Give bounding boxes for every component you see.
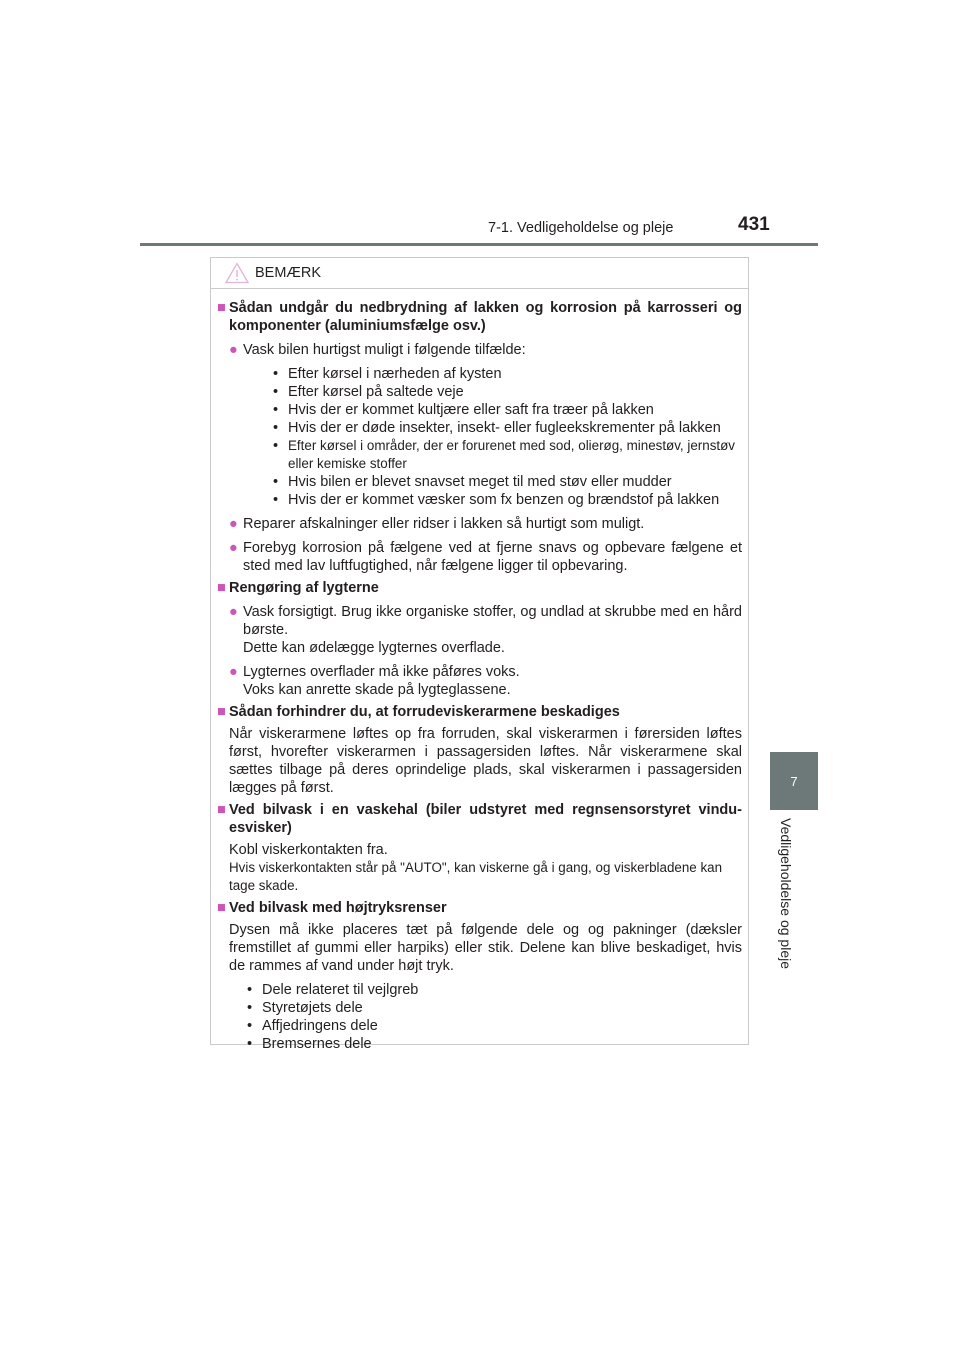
item-note: Voks kan anrette skade på lygteglassene. bbox=[243, 682, 511, 698]
square-bullet-icon: ■ bbox=[217, 704, 226, 720]
item-note: Dette kan ødelægge lygternes overflade. bbox=[243, 640, 505, 656]
item-text: Forebyg korrosion på fælgene ved at fjerne snavs og opbevare fælgene et sted med lav luftfugtighed, når fælgene ligger til opbevaring. bbox=[243, 540, 742, 574]
square-bullet-icon: ■ bbox=[217, 802, 226, 818]
header-section-title: 7-1. Vedligeholdelse og pleje bbox=[488, 220, 674, 236]
square-bullet-icon: ■ bbox=[217, 580, 226, 596]
section-title: Rengøring af lygterne bbox=[229, 580, 379, 596]
sub-bullet: • Dele relateret til vejlgreb bbox=[247, 982, 419, 998]
circle-bullet-icon: ● bbox=[229, 604, 238, 620]
sub-bullet: • Hvis der er kommet væsker som fx benzen og brændstof på lakken bbox=[273, 492, 720, 508]
sub-bullet: • Efter kørsel i områder, der er forurenet med sod, olierøg, minestøv, jernstøv eller kemiske stoffer bbox=[273, 438, 735, 471]
sub-bullet: • Efter kørsel i nærheden af kysten bbox=[273, 366, 502, 382]
item-text: Lygternes overflader må ikke påføres voks. bbox=[243, 664, 520, 680]
circle-bullet-icon: ● bbox=[229, 664, 238, 680]
square-bullet-icon: ■ bbox=[217, 900, 226, 916]
section-title: Ved bilvask i en vaskehal (biler udstyret med regnsensorstyret vinduesvisker) bbox=[229, 802, 742, 836]
sub-bullet: • Hvis der er kommet kultjære eller saft fra træer på lakken bbox=[273, 402, 654, 418]
circle-bullet-icon: ● bbox=[229, 342, 238, 358]
list-item bbox=[229, 341, 742, 509]
section-paragraph: Hvis viskerkontakten står på "AUTO", kan viskerne gå i gang, og viskerbladene kan tage skade. bbox=[229, 860, 723, 893]
header-rule bbox=[140, 243, 818, 246]
list-item bbox=[229, 663, 742, 699]
page-number: 431 bbox=[738, 214, 770, 235]
list-item bbox=[229, 603, 742, 657]
section-title: Sådan forhindrer du, at forrudeviskerarmene beskadiges bbox=[229, 704, 620, 720]
sub-bullet: • Hvis der er døde insekter, insekt- eller fugleekskrementer på lakken bbox=[273, 420, 721, 436]
notice-box bbox=[210, 257, 749, 1052]
section-paint-corrosion bbox=[217, 299, 742, 575]
notice-title: BEMÆRK bbox=[255, 265, 322, 281]
sub-bullet: • Bremsernes dele bbox=[247, 1036, 372, 1052]
item-text: Vask bilen hurtigst muligt i følgende tilfælde: bbox=[243, 342, 526, 358]
sub-bullet: • Styretøjets dele bbox=[247, 1000, 363, 1016]
section-headlight-cleaning bbox=[217, 579, 742, 699]
section-car-wash bbox=[217, 801, 742, 895]
sub-bullet-list bbox=[273, 365, 742, 509]
sub-bullet-list bbox=[247, 981, 742, 1053]
notice-body bbox=[211, 289, 748, 1053]
chapter-number: 7 bbox=[790, 773, 798, 789]
section-high-pressure-washer bbox=[217, 899, 742, 1053]
warning-triangle-icon bbox=[225, 262, 249, 284]
square-bullet-icon: ■ bbox=[217, 300, 226, 316]
sub-bullet: • Efter kørsel på saltede veje bbox=[273, 384, 464, 400]
circle-bullet-icon: ● bbox=[229, 516, 238, 532]
circle-bullet-icon: ● bbox=[229, 540, 238, 556]
notice-header bbox=[211, 258, 748, 289]
chapter-tab bbox=[770, 752, 818, 810]
sub-bullet: • Affjedringens dele bbox=[247, 1018, 378, 1034]
section-paragraph: Når viskerarmene løftes op fra forruden, skal viskerarmen i førersiden løftes først, hvorefter viskerarmen i passagersiden løftes. Når viskerarmene skal sættes tilbage på deres oprindelige plads, skal viskerarmen i passagersiden lægges på først. bbox=[229, 726, 742, 796]
section-wiper-arms bbox=[217, 703, 742, 797]
section-title: Sådan undgår du nedbrydning af lakken og korrosion på karrosseri og komponenter (aluminiumsfælge osv.) bbox=[229, 300, 742, 334]
section-title: Ved bilvask med højtryksrenser bbox=[229, 900, 447, 916]
item-text: Vask forsigtigt. Brug ikke organiske stoffer, og undlad at skrubbe med en hård børste. bbox=[243, 604, 742, 638]
item-text: Reparer afskalninger eller ridser i lakken så hurtigt som muligt. bbox=[243, 516, 645, 532]
chapter-title: Vedligeholdelse og pleje bbox=[778, 818, 794, 970]
sub-bullet: • Hvis bilen er blevet snavset meget til med støv eller mudder bbox=[273, 474, 672, 490]
section-paragraph: Dysen må ikke placeres tæt på følgende dele og og pakninger (dæksler fremstillet af gummi eller harpiks) eller stik. Delene kan blive beskadiget, hvis de rammes af vand under højt tryk. bbox=[229, 922, 742, 974]
section-paragraph: Kobl viskerkontakten fra. bbox=[229, 842, 388, 858]
list-item bbox=[229, 515, 742, 533]
list-item bbox=[229, 539, 742, 575]
